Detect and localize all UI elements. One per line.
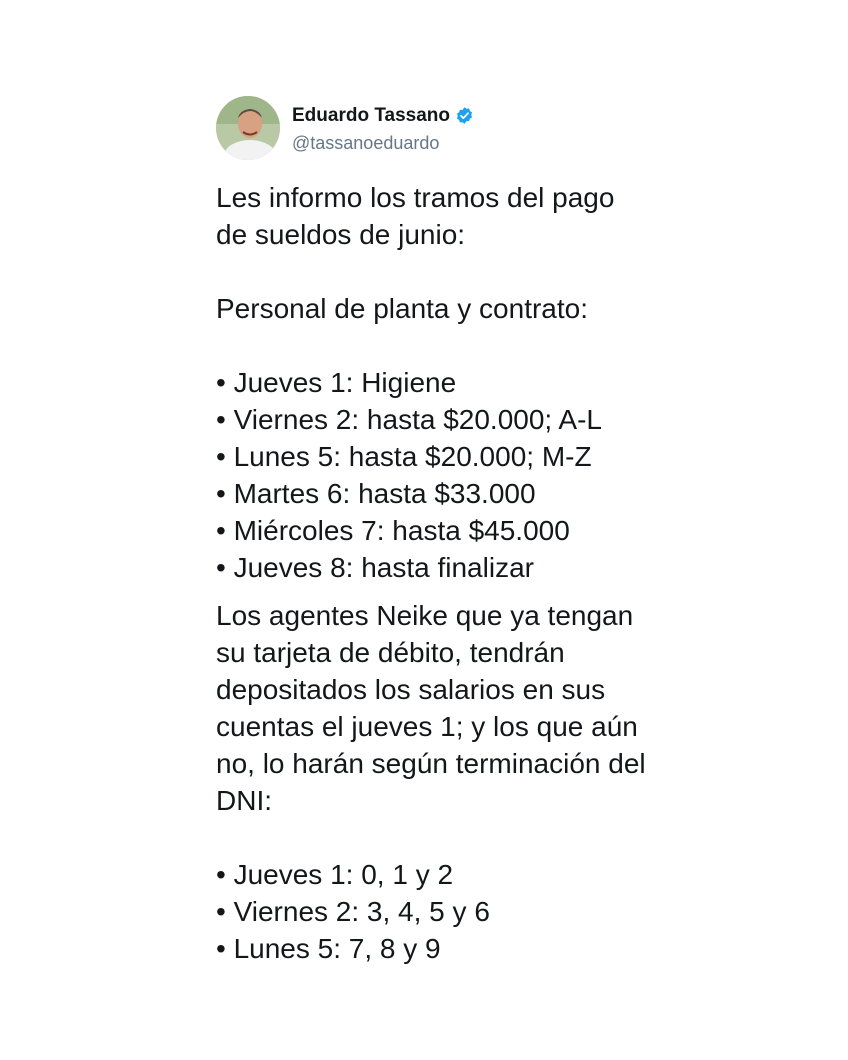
author-names <box>292 103 474 154</box>
list-item: • Miércoles 7: hasta $45.000 <box>216 515 570 546</box>
text-line: Los agentes Neike que ya tengan <box>216 600 634 631</box>
tweet-body <box>216 179 676 967</box>
text-line: Les informo los tramos del pago <box>216 182 615 213</box>
list-item: • Lunes 5: 7, 8 y 9 <box>216 933 441 964</box>
verified-badge-icon <box>455 106 474 125</box>
pay-schedule-list <box>216 364 676 586</box>
neike-paragraph <box>216 597 676 819</box>
tweet-card <box>216 96 676 967</box>
tweet-intro <box>216 179 676 253</box>
avatar[interactable] <box>216 96 280 160</box>
text-line: depositados los salarios en sus <box>216 674 606 705</box>
list-item: • Viernes 2: hasta $20.000; A-L <box>216 404 602 435</box>
list-item: • Jueves 1: Higiene <box>216 367 457 398</box>
section-heading: Personal de planta y contrato: <box>216 293 589 324</box>
list-item: • Martes 6: hasta $33.000 <box>216 478 536 509</box>
author-display-name[interactable]: Eduardo Tassano <box>292 104 451 126</box>
text-line: cuentas el jueves 1; y los que aún <box>216 711 638 742</box>
list-item: • Jueves 1: 0, 1 y 2 <box>216 859 454 890</box>
name-row <box>292 103 474 129</box>
list-item: • Viernes 2: 3, 4, 5 y 6 <box>216 896 490 927</box>
text-line: DNI: <box>216 785 272 816</box>
tweet-header <box>216 96 676 160</box>
text-line: no, lo harán según terminación del <box>216 748 646 779</box>
text-line: su tarjeta de débito, tendrán <box>216 637 565 668</box>
text-line: de sueldos de junio: <box>216 219 466 250</box>
list-item: • Jueves 8: hasta finalizar <box>216 552 534 583</box>
author-handle[interactable]: @tassanoeduardo <box>292 132 440 153</box>
list-item: • Lunes 5: hasta $20.000; M-Z <box>216 441 592 472</box>
dni-schedule-list <box>216 856 676 967</box>
